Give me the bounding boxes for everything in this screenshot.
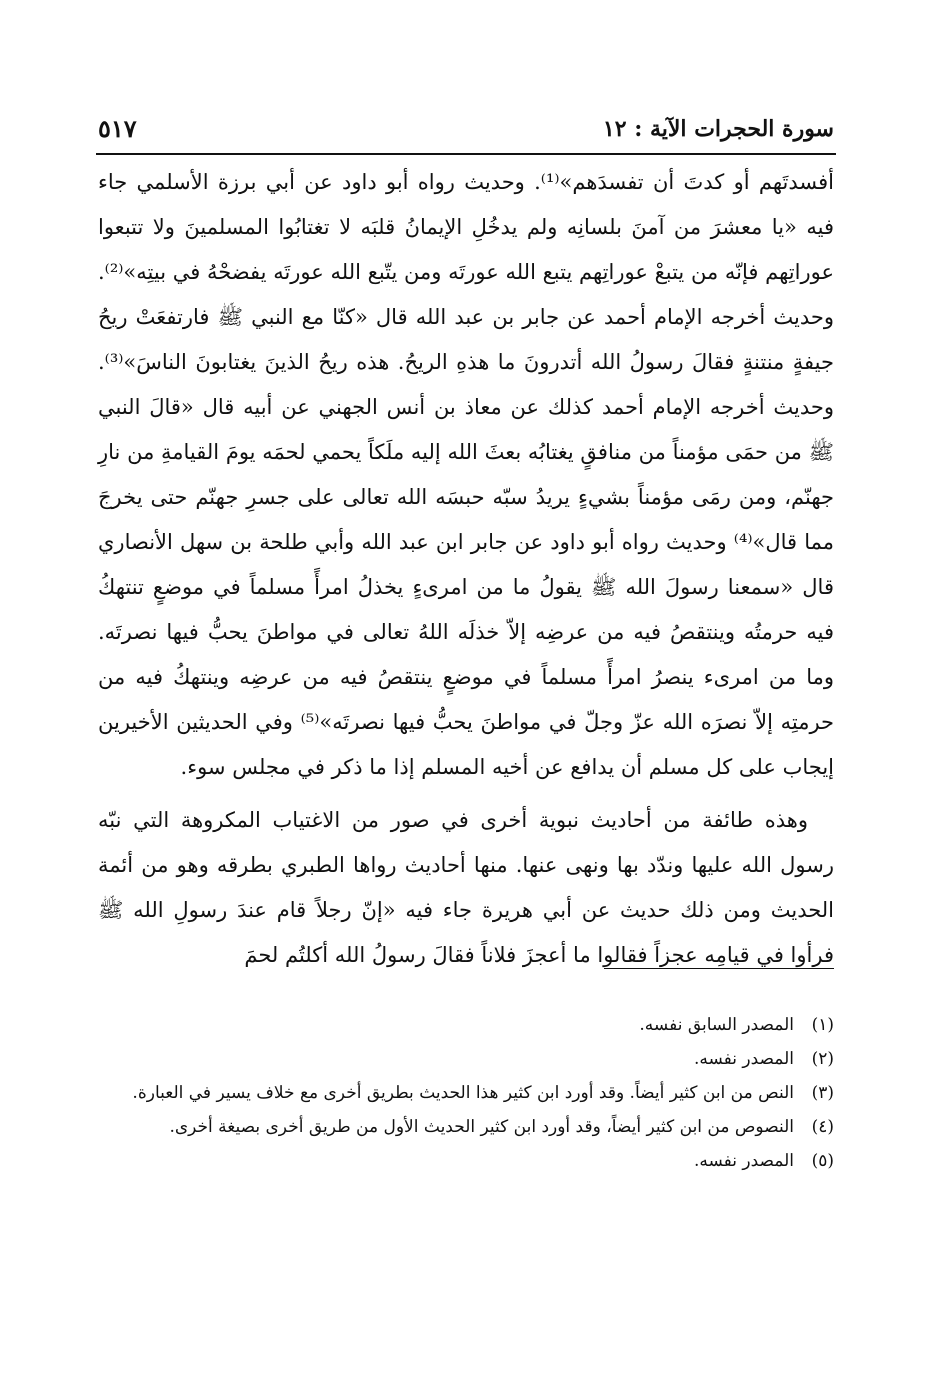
- footnote-text: المصدر السابق نفسه.: [639, 1015, 794, 1035]
- footnote-number: (٣): [811, 1083, 834, 1103]
- footnote: [98, 1044, 834, 1075]
- footnote: [98, 1078, 834, 1109]
- page-number: ٥١٧: [98, 114, 137, 143]
- footnote-number: (١): [811, 1015, 834, 1035]
- footnote-text: المصدر نفسه.: [693, 1151, 794, 1171]
- footnote-number: (٢): [811, 1049, 834, 1069]
- footnote: [98, 1112, 834, 1143]
- footnote-rule: [604, 968, 834, 969]
- main-text: [98, 160, 834, 978]
- paragraph: وهذه طائفة من أحاديث نبوية أخرى في صور من الاغتياب المكروهة التي نبّه رسول الله عليها وندّد بها ونهى عنها. منها أحاديث رواها الطبري بطرقه وهو من أئمة الحديث ومن ذلك حديث عن أبي هريرة جاء فيه «إنّ رجلاً قام عندَ رسولِ الله ﷺ فرأوا في قيامِه عجزاً فقالوا ما أعجزَ فلاناً فقالَ رسولُ الله أكلتُم لحمَ: [98, 808, 834, 967]
- footnote-text: النصوص من ابن كثير أيضاً، وقد أورد ابن كثير الحديث الأول من طريق أخرى بصيغة أخرى.: [169, 1117, 794, 1137]
- footnote: [98, 1010, 834, 1041]
- paragraph: أفسدتَهم أو كدتَ أن تفسدَهم»⁽¹⁾. وحديث رواه أبو داود عن أبي برزة الأسلمي جاء فيه «يا معشرَ من آمنَ بلسانِه ولم يدخُلِ الإيمانُ قلبَه لا تغتابُوا المسلمينَ ولا تتبعوا عوراتِهم فإنّه من يتبعْ عوراتِهم يتبع الله عورتَه ومن يتّبع الله عورتَه يفضحْهُ في بيتِه»⁽²⁾. وحديث أخرجه الإمام أحمد عن جابر بن عبد الله قال «كنّا مع النبي ﷺ فارتفعَتْ ريحُ جيفةٍ منتنةٍ فقالَ رسولُ الله أتدرونَ ما هذهِ الريحُ. هذه ريحُ الذينَ يغتابونَ الناسَ»⁽³⁾. وحديث أخرجه الإمام أحمد كذلك عن معاذ بن أنس الجهني عن أبيه قال «قالَ النبي ﷺ من حمَى مؤمناً من منافقٍ يغتابُه بعثَ الله إليه ملَكاً يحمي لحمَه يومَ القيامةِ من نارِ جهنّم، ومن رمَى مؤمناً بشيءٍ يريدُ سبّه حبسَه الله تعالى على جسرِ جهنّم حتى يخرجَ مما قال»⁽⁴⁾ وحديث رواه أبو داود عن جابر ابن عبد الله وأبي طلحة بن سهل الأنصاري قال «سمعنا رسولَ الله ﷺ يقولُ ما من امرىءٍ يخذلُ امرأً مسلماً في موضعٍ تنتهكُ فيه حرمتُه وينتقصُ فيه من عرضِه إلاّ خذلَه اللهُ تعالى في مواطنَ يحبُّ فيها نصرتَه. وما من امرىء ينصرُ امرأً مسلماً في موضعٍ ينتقصُ فيه من عرضِه وينتهكُ فيه من حرمتِه إلاّ نصرَه الله عزّ وجلّ في مواطنَ يحبُّ فيها نصرتَه»⁽⁵⁾ وفي الحديثين الأخيرين إيجاب على كل مسلم أن يدافع عن أخيه المسلم إذا ما ذكر في مجلس سوء.: [98, 170, 835, 779]
- footnote-text: المصدر نفسه.: [693, 1049, 794, 1069]
- footnote-number: (٥): [811, 1151, 834, 1171]
- running-title: سورة الحجرات الآية : ١٢: [602, 116, 834, 142]
- footnote-number: (٤): [811, 1117, 834, 1137]
- page-header: [98, 112, 834, 154]
- footnotes: [98, 1010, 834, 1180]
- header-rule: [96, 153, 836, 155]
- footnote-text: النص من ابن كثير أيضاً. وقد أورد ابن كثير هذا الحديث بطريق أخرى مع خلاف يسير في العبارة.: [132, 1083, 794, 1103]
- footnote: [98, 1146, 834, 1177]
